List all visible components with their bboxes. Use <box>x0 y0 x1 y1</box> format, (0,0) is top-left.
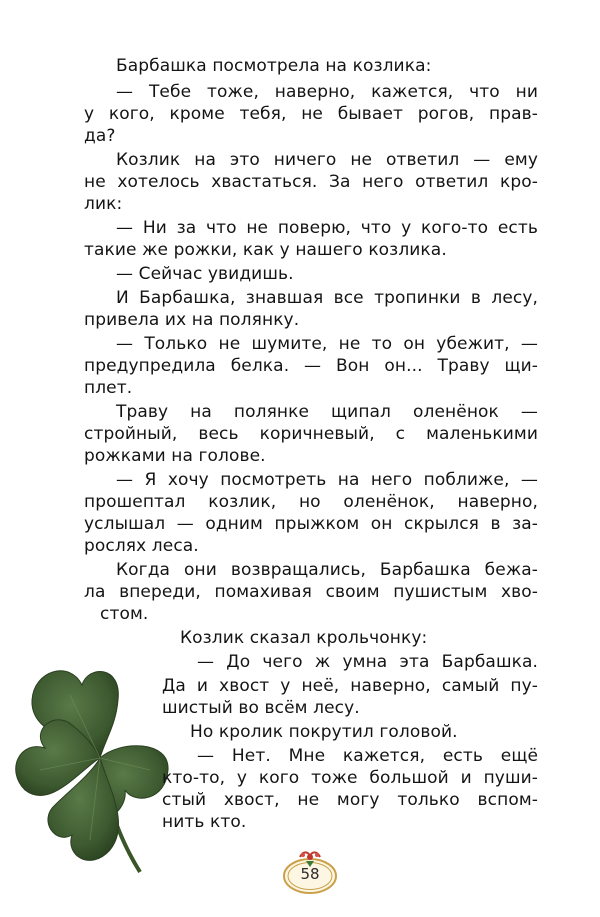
text-line: Да и хвост у неё, наверно, самый пу- <box>162 676 538 696</box>
text-line: — Только не шумите, не то он убежит, — <box>116 334 538 354</box>
text-line: Траву на полянке щипал оленёнок — <box>116 402 538 422</box>
text-line: — До чего ж умна эта Барбашка. <box>197 652 538 672</box>
text-line: прошептал козлик, но оленёнок, наверно, <box>84 492 538 512</box>
text-line: рослях леса. <box>84 536 199 556</box>
text-line: И Барбашка, знавшая все тропинки в лесу, <box>116 288 538 308</box>
text-line: не хотелось хвастаться. За него ответил кро- <box>84 172 538 192</box>
text-line: Козлик на это ничего не ответил — ему <box>116 150 538 170</box>
text-line: — Ни за что не поверю, что у кого-то есть <box>116 218 538 238</box>
text-line: услышал — одним прыжком он скрылся в за- <box>84 514 538 534</box>
text-line: привела их на полянку. <box>84 310 300 330</box>
text-line: рожками на голове. <box>84 446 266 466</box>
page-number-ornament <box>270 843 350 903</box>
text-line: у кого, кроме тебя, не бывает рогов, прав- <box>84 104 538 124</box>
text-line: Козлик сказал крольчонку: <box>180 628 428 648</box>
text-line: кто-то, у кого тоже большой и пуши- <box>162 768 538 788</box>
text-line: стом. <box>100 604 149 624</box>
text-line: — Сейчас увидишь. <box>116 264 294 284</box>
text-line: такие же рожки, как у нашего козлика. <box>84 240 447 260</box>
text-line: шистый во всём лесу. <box>162 698 360 718</box>
text-line: стый хвост, не могу только вспом- <box>162 790 538 810</box>
text-line: стройный, весь коричневый, с маленькими <box>84 424 538 444</box>
page-number: 58 <box>300 865 320 883</box>
text-line: Но кролик покрутил головой. <box>190 722 458 742</box>
clover-illustration <box>10 640 180 880</box>
text-line: Барбашка посмотрела на козлика: <box>116 56 432 76</box>
text-line: Когда они возвращались, Барбашка бежа- <box>116 560 538 580</box>
text-line: да? <box>84 126 116 146</box>
text-line: ла впереди, помахивая своим пушистым хво- <box>84 582 538 602</box>
text-line: — Я хочу посмотреть на него поближе, — <box>116 470 538 490</box>
text-line: — Нет. Мне кажется, есть ещё <box>197 746 538 766</box>
text-line: нить кто. <box>162 812 247 832</box>
text-line: — Тебе тоже, наверно, кажется, что ни <box>116 82 538 102</box>
text-line: лик: <box>84 194 123 214</box>
text-line: плет. <box>84 378 133 398</box>
text-line: предупредила белка. — Вон он... Траву щи- <box>84 356 538 376</box>
